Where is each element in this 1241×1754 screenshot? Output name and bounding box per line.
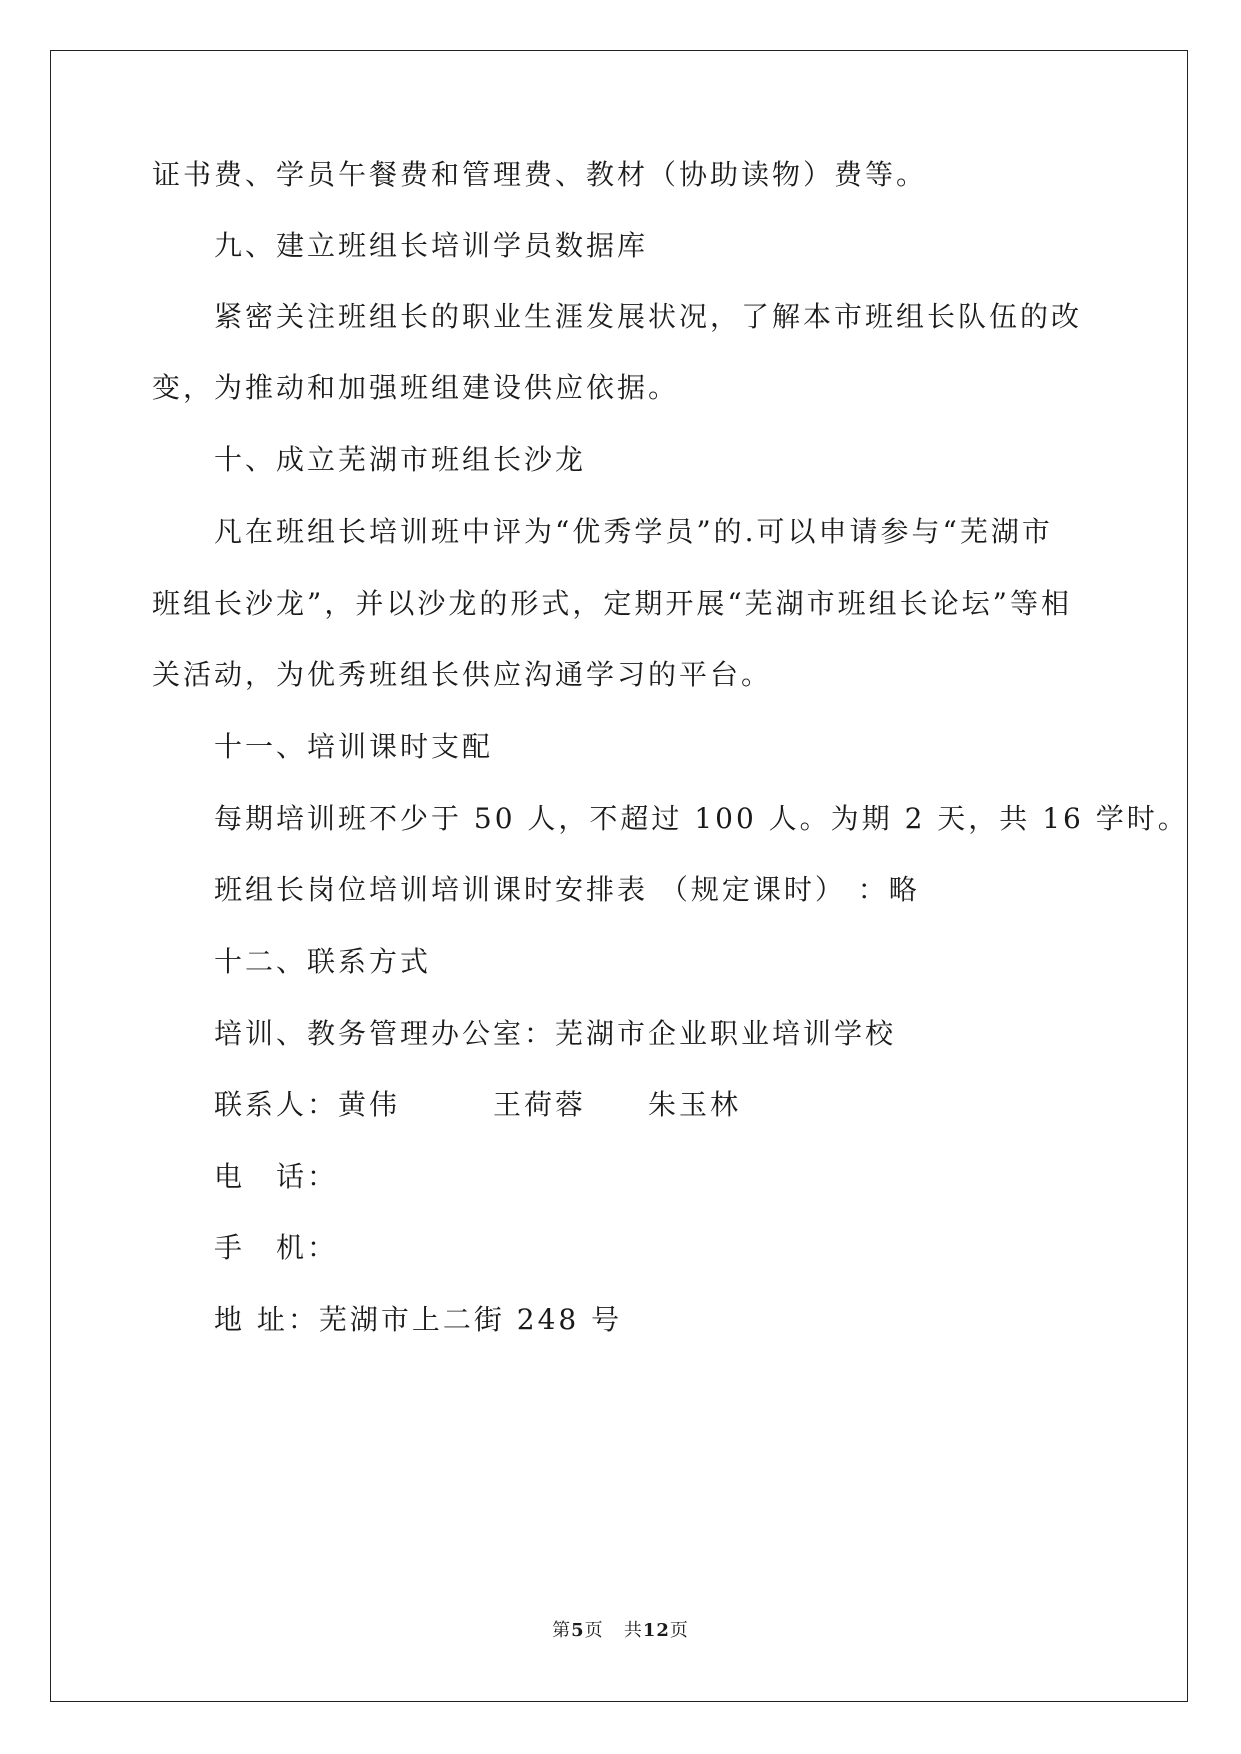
paragraph-line: 每期培训班不少于 50 人，不超过 100 人。为期 2 天，共 16 学时。	[214, 802, 1189, 835]
section-heading-10: 十、成立芜湖市班组长沙龙	[214, 443, 587, 476]
footer-total-pages: 12	[642, 1620, 670, 1641]
footer-total-suffix: 页	[669, 1620, 689, 1641]
footer-prefix: 第	[552, 1620, 572, 1641]
footer-page-suffix: 页	[584, 1620, 604, 1641]
paragraph-line: 班组长沙龙”，并以沙龙的形式，定期开展“芜湖市班组长论坛”等相	[152, 587, 1072, 620]
paragraph-line: 证书费、学员午餐费和管理费、教材（协助读物）费等。	[152, 158, 928, 191]
paragraph-line: 变，为推动和加强班组建设供应依据。	[152, 371, 680, 404]
paragraph-line: 班组长岗位培训培训课时安排表 （规定课时） ：略	[214, 873, 920, 906]
paragraph-line: 关活动，为优秀班组长供应沟通学习的平台。	[152, 658, 773, 691]
contact-persons: 联系人：黄伟 王荷蓉 朱玉林	[214, 1088, 742, 1121]
footer-page-number: 5	[571, 1620, 585, 1641]
section-heading-12: 十二、联系方式	[214, 945, 432, 978]
contact-mobile: 手 机：	[214, 1231, 339, 1264]
contact-phone: 电 话：	[214, 1160, 339, 1193]
paragraph-line: 紧密关注班组长的职业生涯发展状况，了解本市班组长队伍的改	[214, 300, 1083, 333]
paragraph-line: 凡在班组长培训班中评为“优秀学员”的.可以申请参与“芜湖市	[214, 515, 1053, 548]
section-heading-11: 十一、培训课时支配	[214, 730, 494, 763]
page-footer	[0, 1619, 1241, 1643]
section-heading-9: 九、建立班组长培训学员数据库	[214, 229, 649, 262]
contact-office: 培训、教务管理办公室：芜湖市企业职业培训学校	[214, 1017, 897, 1050]
footer-total-prefix: 共	[623, 1620, 643, 1641]
contact-address: 地 址：芜湖市上二街 248 号	[214, 1303, 623, 1336]
